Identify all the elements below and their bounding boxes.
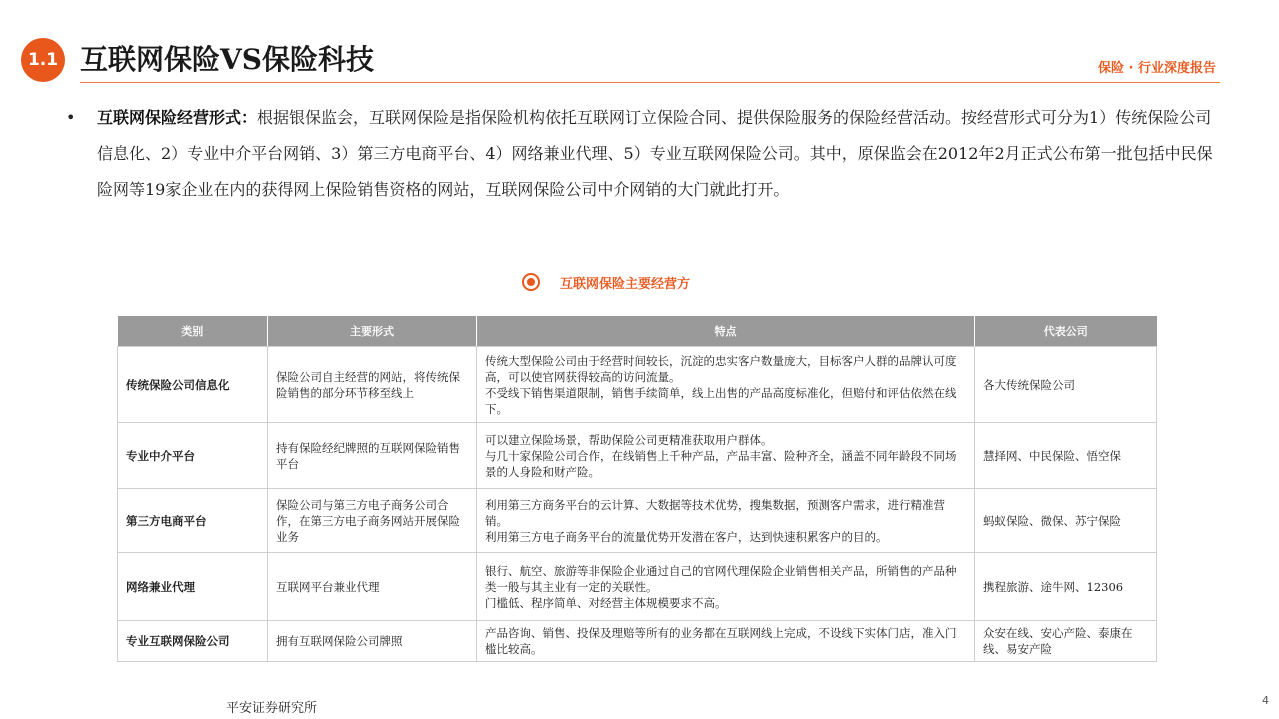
cell-companies: 各大传统保险公司 (975, 347, 1157, 423)
cell-features: 产品咨询、销售、投保及理赔等所有的业务都在互联网线上完成，不设线下实体门店，准入门槛比较高。 (477, 621, 975, 662)
cell-form: 互联网平台兼业代理 (268, 553, 477, 621)
cell-category: 专业互联网保险公司 (118, 621, 268, 662)
intro-lead: 互联网保险经营形式： (97, 108, 258, 127)
cell-category: 专业中介平台 (118, 423, 268, 489)
page-title: 互联网保险VS保险科技 (80, 43, 374, 76)
cell-companies: 慧择网、中民保险、悟空保 (975, 423, 1157, 489)
table-row (118, 347, 1157, 423)
cell-companies: 携程旅游、途牛网、12306 (975, 553, 1157, 621)
cell-category: 第三方电商平台 (118, 489, 268, 553)
table-row (118, 489, 1157, 553)
table-caption (522, 270, 690, 294)
page-number: 4 (1262, 694, 1269, 707)
table-row (118, 621, 1157, 662)
cell-features: 传统大型保险公司由于经营时间较长，沉淀的忠实客户数量庞大，目标客户人群的品牌认可度高，可以使官网获得较高的访问流量。 不受线下销售渠道限制，销售手续简单，线上出售的产品高度标准化，但赔付和评估依然在线下。 (477, 347, 975, 423)
table-title: 互联网保险主要经营方 (560, 276, 691, 292)
cell-features: 银行、航空、旅游等非保险企业通过自己的官网代理保险企业销售相关产品，所销售的产品种类一般与其主业有一定的关联性。 门槛低、程序简单、对经营主体规模要求不高。 (477, 553, 975, 621)
cell-companies: 蚂蚁保险、微保、苏宁保险 (975, 489, 1157, 553)
bullet-icon: • (66, 108, 76, 127)
header-form: 主要形式 (268, 316, 477, 347)
target-icon (522, 273, 540, 291)
header-companies: 代表公司 (975, 316, 1157, 347)
cell-form: 保险公司与第三方电子商务公司合作，在第三方电子商务网站开展保险业务 (268, 489, 477, 553)
cell-form: 保险公司自主经营的网站，将传统保险销售的部分环节移至线上 (268, 347, 477, 423)
cell-companies: 众安在线、安心产险、泰康在线、易安产险 (975, 621, 1157, 662)
operators-table (117, 316, 1157, 662)
intro-text: 根据银保监会，互联网保险是指保险机构依托互联网订立保险合同、提供保险服务的保险经营活动。按经营形式可分为1）传统保险公司信息化、2）专业中介平台网销、3）第三方电商平台、4）网络兼业代理、5）专业互联网保险公司。其中，原保监会在2012年2月正式公布第一批包括中民保险网等19家企业在内的获得网上保险销售资格的网站，互联网保险公司中介网销的大门就此打开。 (97, 108, 1213, 199)
cell-form: 持有保险经纪牌照的互联网保险销售平台 (268, 423, 477, 489)
cell-category: 传统保险公司信息化 (118, 347, 268, 423)
footer-source: 平安证券研究所 (226, 701, 318, 716)
report-tag: 保险 · 行业深度报告 (1098, 61, 1216, 76)
header-features: 特点 (477, 316, 975, 347)
header-divider (80, 82, 1220, 83)
section-number-badge: 1.1 (21, 38, 65, 82)
table-row (118, 423, 1157, 489)
table-row (118, 553, 1157, 621)
cell-features: 利用第三方商务平台的云计算、大数据等技术优势，搜集数据，预测客户需求，进行精准营销。 利用第三方电子商务平台的流量优势开发潜在客户，达到快速积累客户的目的。 (477, 489, 975, 553)
header-category: 类别 (118, 316, 268, 347)
cell-form: 拥有互联网保险公司牌照 (268, 621, 477, 662)
table-header-row (118, 316, 1157, 347)
cell-features: 可以建立保险场景，帮助保险公司更精准获取用户群体。 与几十家保险公司合作，在线销售上千种产品，产品丰富、险种齐全，涵盖不同年龄段不同场景的人身险和财产险。 (477, 423, 975, 489)
intro-paragraph (97, 100, 1222, 208)
cell-category: 网络兼业代理 (118, 553, 268, 621)
